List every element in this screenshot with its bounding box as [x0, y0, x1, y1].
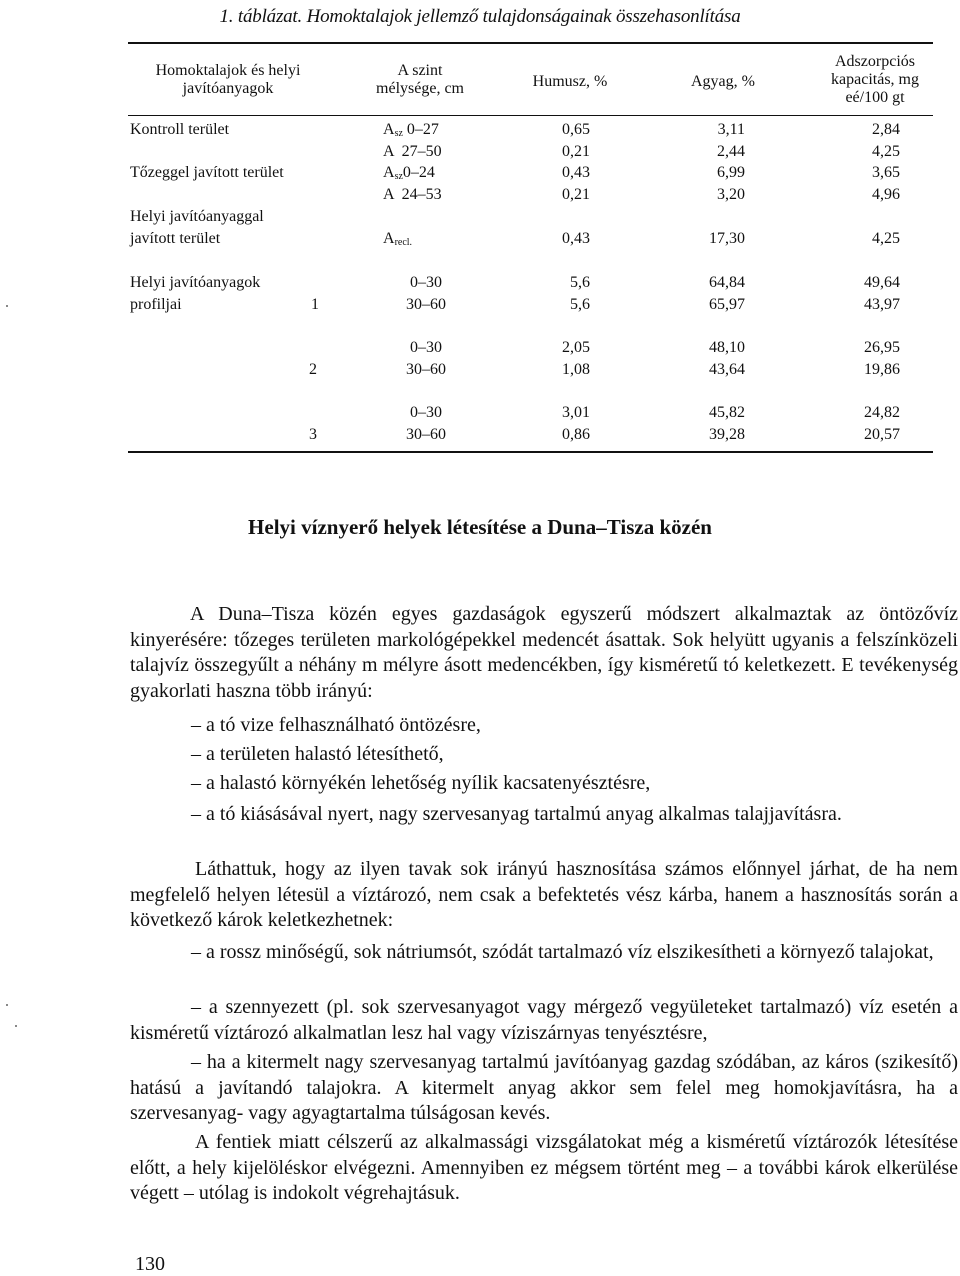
clay-r8: 48,10 [709, 339, 745, 356]
list-item-5: – a rossz minőségű, sok nátriumsót, szódát tartalmazó víz elszikesítheti a környező talajokat, [191, 941, 934, 963]
depth-r6: 0–30 [410, 274, 442, 291]
scan-speck [6, 1004, 8, 1006]
header-col-soil [128, 62, 328, 98]
table-header-rule [128, 115, 933, 116]
adsorption-r2: 4,25 [872, 143, 900, 160]
depth-r1-main: A [383, 121, 395, 138]
humus-r4: 0,21 [562, 186, 590, 203]
label-profil-line1: Helyi javítóanyagok [130, 274, 261, 291]
depth-r2: A 27–50 [383, 143, 442, 160]
label-profil-line2: profiljai [130, 296, 182, 313]
header-col-adsorption [805, 53, 945, 107]
humus-r3: 0,43 [562, 164, 590, 181]
header-col-depth-line2: mélysége, cm [376, 80, 464, 97]
label-profile-2: 2 [309, 361, 317, 378]
header-col-depth-line1: A szint [397, 62, 443, 79]
depth-r3-rest: 0–24 [402, 164, 435, 181]
depth-r11: 30–60 [406, 426, 446, 443]
scan-speck [6, 305, 8, 307]
depth-r3-sub: sz [394, 171, 403, 182]
adsorption-r11: 20,57 [864, 426, 900, 443]
humus-r8: 2,05 [562, 339, 590, 356]
clay-r5: 17,30 [709, 230, 745, 247]
scan-speck [15, 1025, 17, 1027]
table-bottom-rule [128, 451, 933, 453]
humus-r5: 0,43 [562, 230, 590, 247]
adsorption-r3: 3,65 [872, 164, 900, 181]
clay-r9: 43,64 [709, 361, 745, 378]
depth-r7: 30–60 [406, 296, 446, 313]
adsorption-r10: 24,82 [864, 404, 900, 421]
header-col-humus: Humusz, % [532, 73, 608, 90]
clay-r7: 65,97 [709, 296, 745, 313]
depth-r1 [383, 121, 439, 143]
adsorption-r8: 26,95 [864, 339, 900, 356]
clay-r3: 6,99 [717, 164, 745, 181]
adsorption-r1: 2,84 [872, 121, 900, 138]
paragraph-2: Láthattuk, hogy az ilyen tavak sok irányú hasznosítása számos előnnyel járhat, de ha nem megfelelő helyen létesül a víztározó, nem csak a befektetés vész kárba, hanem a hasznosítás során a következő károk keletkezhetnek: [130, 858, 958, 931]
humus-r10: 3,01 [562, 404, 590, 421]
label-profile-3: 3 [309, 426, 317, 443]
depth-r9: 30–60 [406, 361, 446, 378]
adsorption-r7: 43,97 [864, 296, 900, 313]
paragraph-1: A Duna–Tisza közén egyes gazdaságok egyszerű módszert alkalmaztak az öntözővíz kinyerésére: tőzeges területen markológépekkel medencét ásattak. Sok helyütt ugyanis a felszínközeli talajvíz összegyűlt a néhány m mélyre ásott medencékben, így kisméretű tó keletkezett. E tevékenység gyakorlati haszna több irányú: [130, 603, 958, 702]
label-kontroll: Kontroll terület [130, 121, 230, 138]
header-col-adsorption-line1: Adszorpciós [835, 53, 915, 70]
humus-r11: 0,86 [562, 426, 590, 443]
clay-r2: 2,44 [717, 143, 745, 160]
adsorption-r9: 19,86 [864, 361, 900, 378]
depth-r1-sub: sz [394, 128, 403, 139]
list-item-1: – a tó vize felhasználható öntözésre, [191, 714, 481, 736]
depth-r10: 0–30 [410, 404, 442, 421]
header-col-soil-line1: Homoktalajok és helyi [155, 62, 301, 79]
depth-r3 [383, 164, 435, 186]
depth-r1-rest: 0–27 [402, 121, 439, 138]
header-col-clay: Agyag, % [691, 73, 755, 90]
table-top-rule [128, 42, 933, 44]
label-profile-1: 1 [311, 296, 319, 313]
table-caption: 1. táblázat. Homoktalajok jellemző tulajdonságainak összehasonlítása [219, 6, 741, 27]
list-item-6: – a szennyezett (pl. sok szervesanyagot vagy mérgező vegyületeket tartalmazó) víz esetén a kisméretű víztározó alkalmatlan lesz hal vagy víziszárnyas tenyésztésre, [130, 996, 958, 1044]
humus-r9: 1,08 [562, 361, 590, 378]
humus-r7: 5,6 [570, 296, 590, 313]
humus-r6: 5,6 [570, 274, 590, 291]
depth-r5 [383, 230, 412, 252]
header-col-soil-line2: javítóanyagok [182, 80, 274, 97]
adsorption-r4: 4,96 [872, 186, 900, 203]
label-helyi-line1: Helyi javítóanyaggal [130, 208, 264, 225]
paragraph-3: A fentiek miatt célszerű az alkalmassági vizsgálatokat még a kisméretű víztározók létesítése előtt, a hely kijelöléskor elvégezni. Amennyiben ez mégsem történt meg – a további károk elkerülése végett – utólag is indokolt végrehajtásuk. [130, 1131, 958, 1204]
clay-r11: 39,28 [709, 426, 745, 443]
clay-r10: 45,82 [709, 404, 745, 421]
clay-r4: 3,20 [717, 186, 745, 203]
list-item-7: – ha a kitermelt nagy szervesanyag tartalmú javítóanyag gazdag szódában, az káros (szikesítő) hatású a javítandó talajokra. A kitermelt anyag akkor sem felel meg homokjavításra, ha a szervesanyag- vagy agyagtartalma túlságosan kevés. [130, 1051, 958, 1124]
header-col-depth [355, 62, 485, 98]
adsorption-r5: 4,25 [872, 230, 900, 247]
humus-r2: 0,21 [562, 143, 590, 160]
clay-r6: 64,84 [709, 274, 745, 291]
depth-r4: A 24–53 [383, 186, 442, 203]
depth-r3-main: A [383, 164, 395, 181]
depth-r5-sub: recl. [394, 237, 413, 248]
label-helyi-line2: javított terület [130, 230, 221, 247]
clay-r1: 3,11 [717, 121, 745, 138]
list-item-2: – a területen halastó létesíthető, [191, 743, 444, 765]
humus-r1: 0,65 [562, 121, 590, 138]
header-col-adsorption-line2: kapacitás, mg [831, 71, 919, 88]
section-title: Helyi víznyerő helyek létesítése a Duna–Tisza közén [248, 515, 712, 539]
list-item-3: – a halastó környékén lehetőség nyílik kacsatenyésztésre, [191, 772, 651, 794]
page-number: 130 [135, 1253, 165, 1275]
header-col-adsorption-line3: eé/100 gt [845, 89, 905, 106]
depth-r5-main: A [383, 230, 395, 247]
adsorption-r6: 49,64 [864, 274, 900, 291]
depth-r8: 0–30 [410, 339, 442, 356]
list-item-4: – a tó kiásásával nyert, nagy szervesanyag tartalmú anyag alkalmas talajjavításra. [191, 803, 842, 825]
label-tozeg: Tőzeggel javított terület [130, 164, 284, 181]
